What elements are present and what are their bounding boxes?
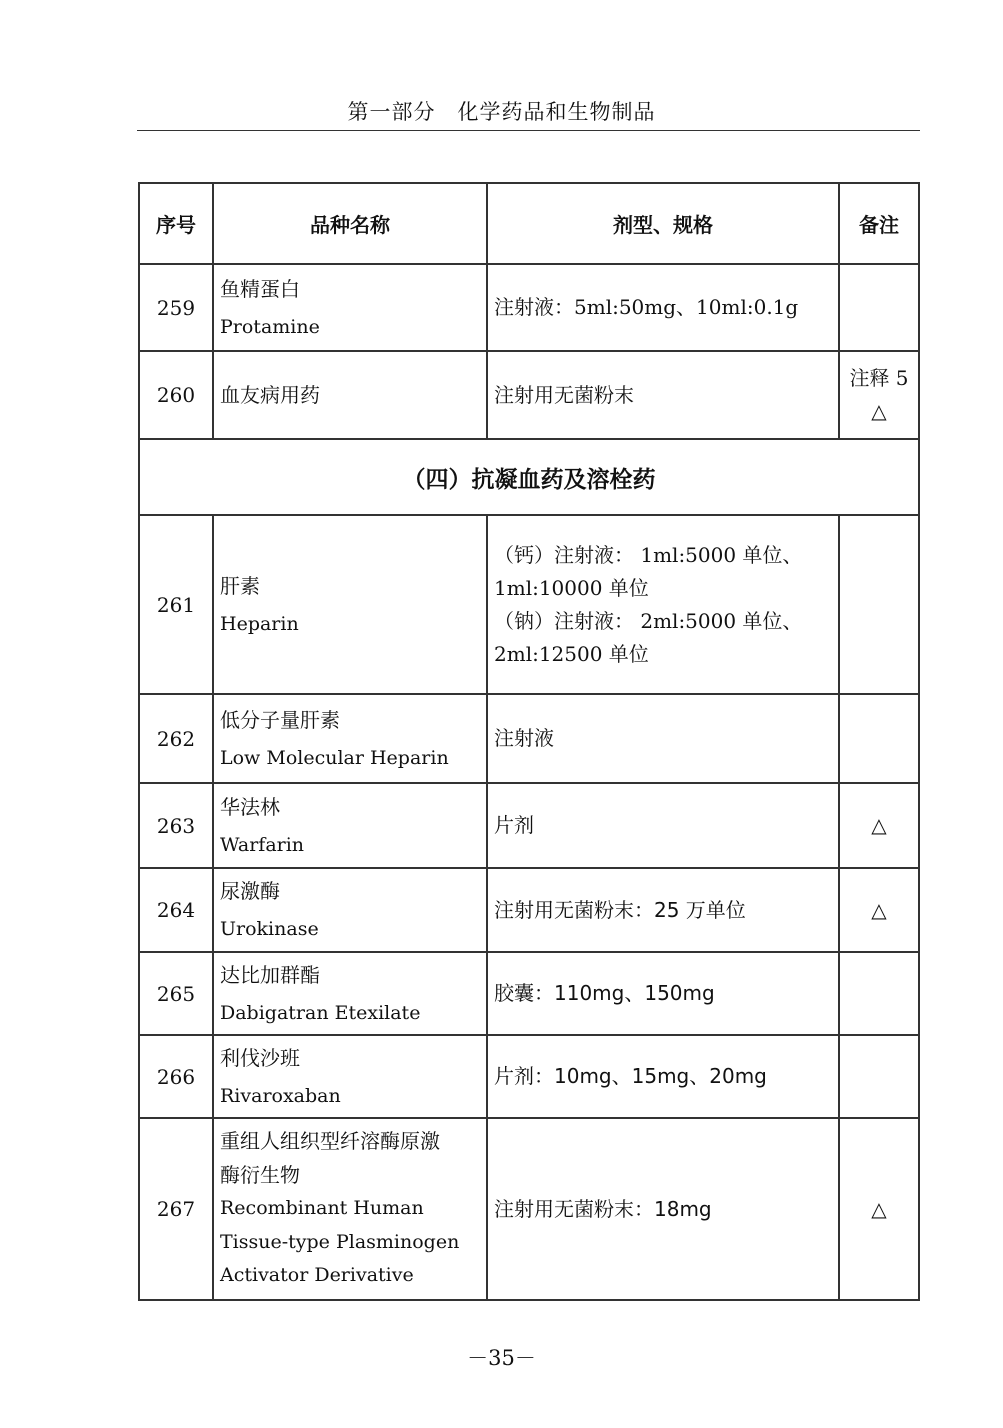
drug-spec [487, 694, 839, 783]
drug-note [839, 351, 919, 439]
drug-note [839, 1035, 919, 1118]
drug-spec [487, 351, 839, 439]
drug-spec [487, 868, 839, 952]
drug-name-en: Activator Derivative [220, 1264, 414, 1287]
triangle-mark: △ [871, 399, 887, 423]
drug-note [839, 515, 919, 694]
drug-spec-text: 注射液 [494, 726, 554, 750]
row-number: 261 [139, 515, 213, 694]
drug-name-cn: 血友病用药 [220, 383, 320, 407]
table-row [139, 351, 919, 439]
drug-spec-text: 片剂：10mg、15mg、20mg [494, 1064, 767, 1088]
row-number: 263 [139, 783, 213, 868]
triangle-mark: △ [839, 783, 919, 868]
drug-name-cell [213, 351, 487, 439]
section-title: （四）抗凝血药及溶栓药 [139, 439, 919, 515]
drug-name-cn: 低分子量肝素 [220, 707, 340, 732]
drug-note [839, 952, 919, 1035]
table-row [139, 783, 919, 868]
drug-name-cn: 肝素 [220, 573, 260, 598]
page-number: －35－ [467, 1346, 536, 1370]
row-number: 265 [139, 952, 213, 1035]
drug-name-cn: 鱼精蛋白 [220, 276, 300, 301]
drug-spec [487, 1118, 839, 1300]
spec-line: 2ml:12500 单位 [494, 641, 649, 666]
drug-name-cell [213, 1035, 487, 1118]
drug-spec [487, 783, 839, 868]
header-divider [137, 130, 920, 131]
table-header-row [139, 183, 919, 264]
drug-spec-text: 胶囊：110mg、150mg [494, 981, 715, 1005]
drug-name-cell [213, 264, 487, 351]
drug-name-cell [213, 1118, 487, 1300]
column-header-number: 序号 [139, 183, 213, 264]
drug-spec-text: 注射用无菌粉末 [494, 382, 634, 407]
drug-name-en: Recombinant Human [220, 1197, 424, 1220]
page-header-title: 第一部分 化学药品和生物制品 [347, 100, 656, 124]
drug-name-cell [213, 952, 487, 1035]
drug-name-cn: 达比加群酯 [220, 962, 320, 987]
row-number: 260 [139, 351, 213, 439]
spec-line: （钠）注射液： 2ml:5000 单位、 [494, 608, 803, 633]
table-row [139, 1118, 919, 1300]
drug-catalog-table [138, 182, 920, 1301]
drug-name-cn: 重组人组织型纤溶酶原激 [220, 1129, 440, 1154]
drug-name-en: Rivaroxaban [220, 1084, 341, 1107]
spec-line: 1ml:10000 单位 [494, 575, 649, 600]
row-number: 264 [139, 868, 213, 952]
table-row [139, 694, 919, 783]
drug-name-en: Urokinase [220, 918, 319, 940]
section-header-row [139, 439, 919, 515]
table-row [139, 1035, 919, 1118]
triangle-mark: △ [839, 1118, 919, 1300]
drug-spec [487, 515, 839, 694]
row-number: 267 [139, 1118, 213, 1300]
note-annotation: 注释 5 [849, 366, 909, 390]
drug-spec [487, 1035, 839, 1118]
drug-name-cell [213, 783, 487, 868]
drug-name-en: Tissue-type Plasminogen [220, 1230, 460, 1253]
drug-spec-text: 注射用无菌粉末：18mg [494, 1196, 712, 1221]
drug-name-en: Low Molecular Heparin [220, 746, 449, 769]
triangle-mark: △ [839, 868, 919, 952]
drug-spec-text: 注射用无菌粉末：25 万单位 [494, 897, 746, 922]
drug-spec-text: 片剂 [494, 813, 534, 837]
drug-name-cell [213, 694, 487, 783]
drug-name-cell [213, 515, 487, 694]
drug-name-en: Warfarin [220, 833, 305, 856]
drug-note [839, 264, 919, 351]
drug-name-en: Heparin [220, 612, 299, 635]
drug-name-cn: 华法林 [220, 794, 280, 819]
column-header-spec: 剂型、规格 [487, 183, 839, 264]
column-header-name: 品种名称 [213, 183, 487, 264]
row-number: 262 [139, 694, 213, 783]
table-row [139, 952, 919, 1035]
table-row [139, 515, 919, 694]
drug-name-cn: 尿激酶 [220, 879, 280, 903]
row-number: 259 [139, 264, 213, 351]
row-number: 266 [139, 1035, 213, 1118]
table-row [139, 264, 919, 351]
drug-spec: 注射液：5ml:50mg、10ml:0.1g [487, 264, 839, 351]
drug-name-cn: 酶衍生物 [220, 1162, 300, 1187]
drug-name-cn: 利伐沙班 [220, 1045, 300, 1070]
column-header-note: 备注 [839, 183, 919, 264]
spec-line: （钙）注射液： 1ml:5000 单位、 [494, 542, 803, 567]
table-row [139, 868, 919, 952]
drug-name-cell [213, 868, 487, 952]
drug-name-en: Dabigatran Etexilate [220, 1001, 421, 1024]
drug-note [839, 694, 919, 783]
drug-spec [487, 952, 839, 1035]
drug-name-en: Protamine [220, 315, 320, 338]
